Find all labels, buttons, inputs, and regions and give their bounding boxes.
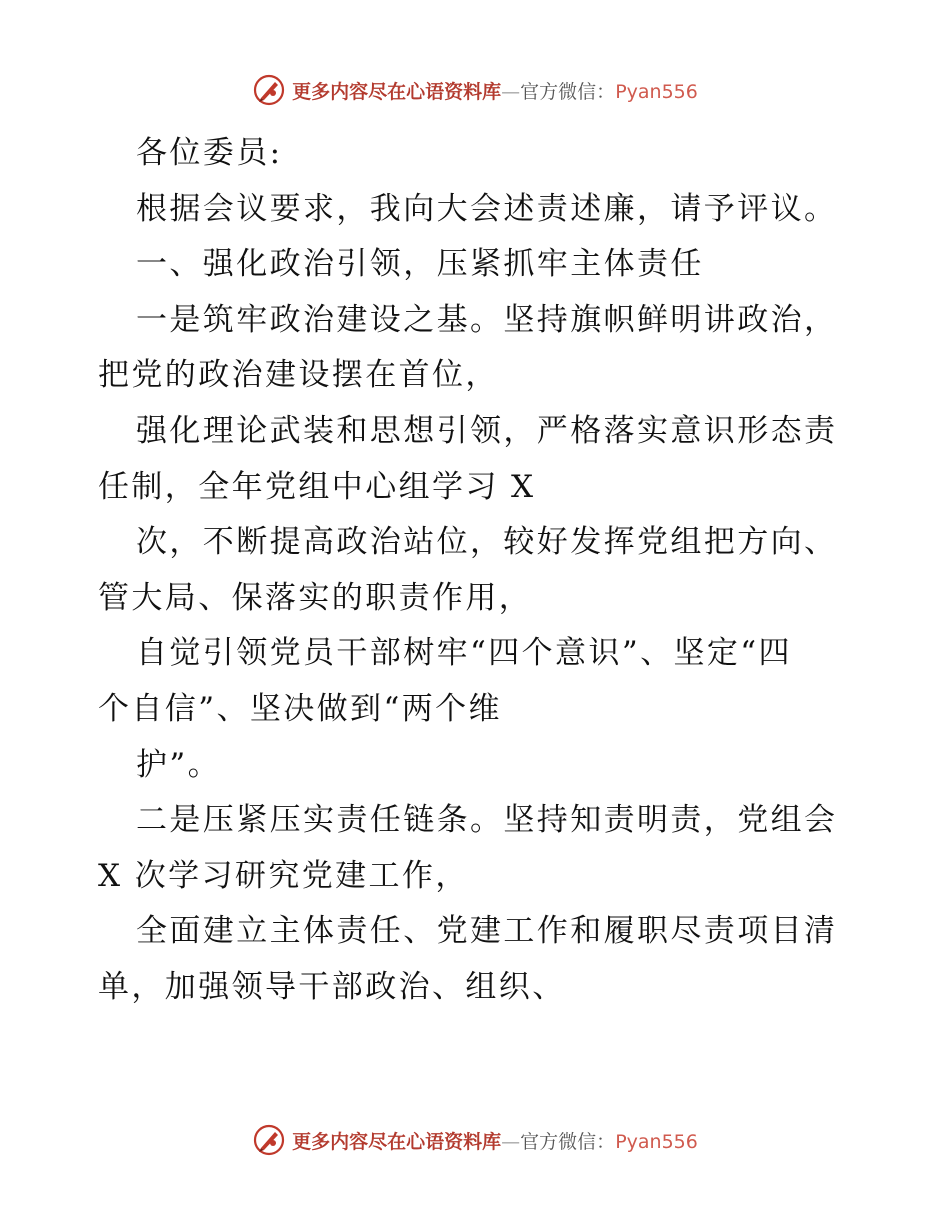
text-line: 二是压紧压实责任链条。坚持知责明责，党组会 xyxy=(136,802,838,839)
text-line: 根据会议要求，我向大会述责述廉，请予评议。 xyxy=(136,190,838,227)
text-line: 次，不断提高政治站位，较好发挥党组把方向、 xyxy=(136,524,838,561)
header-banner-text xyxy=(292,77,698,104)
text-line: 各位委员: xyxy=(136,135,283,171)
text-line: 护”。 xyxy=(136,746,222,783)
text-line: 一、强化政治引领，压紧抓牢主体责任 xyxy=(136,246,704,283)
header-watermark-banner xyxy=(0,70,950,110)
text-line: 强化理论武装和思想引领，严格落实意识形态责 xyxy=(136,412,838,449)
footer-watermark-banner xyxy=(0,1120,950,1160)
banner-dash: — xyxy=(501,80,521,103)
document-body xyxy=(98,126,858,1016)
quill-logo-icon xyxy=(252,73,286,107)
text-line: 一是筑牢政治建设之基。坚持旗帜鲜明讲政治， xyxy=(136,301,838,338)
text-line: 管大局、保落实的职责作用， xyxy=(98,579,533,616)
text-line: 单，加强领导干部政治、组织、 xyxy=(98,968,566,1005)
banner-official-text: 官方微信： xyxy=(520,1130,616,1153)
banner-wechat-id: Pyan556 xyxy=(615,80,698,103)
text-line: 自觉引领党员干部树牢“四个意识”、坚定“四 xyxy=(136,635,792,672)
text-line: X 次学习研究党建工作， xyxy=(98,857,469,894)
text-line: 任制，全年党组中心组学习 X xyxy=(98,468,536,505)
text-line: 把党的政治建设摆在首位， xyxy=(98,357,499,394)
text-line: 全面建立主体责任、党建工作和履职尽责项目清 xyxy=(136,913,838,950)
banner-official-text: 官方微信： xyxy=(520,80,616,103)
header-banner-inner xyxy=(252,73,698,107)
banner-main-text: 更多内容尽在心语资料库 xyxy=(292,80,502,103)
footer-banner-text xyxy=(292,1127,698,1154)
banner-main-text: 更多内容尽在心语资料库 xyxy=(292,1130,502,1153)
banner-dash: — xyxy=(501,1130,521,1153)
text-line: 个自信”、坚决做到“两个维 xyxy=(98,690,502,727)
quill-logo-icon xyxy=(252,1123,286,1157)
footer-banner-inner xyxy=(252,1123,698,1157)
banner-wechat-id: Pyan556 xyxy=(615,1130,698,1153)
